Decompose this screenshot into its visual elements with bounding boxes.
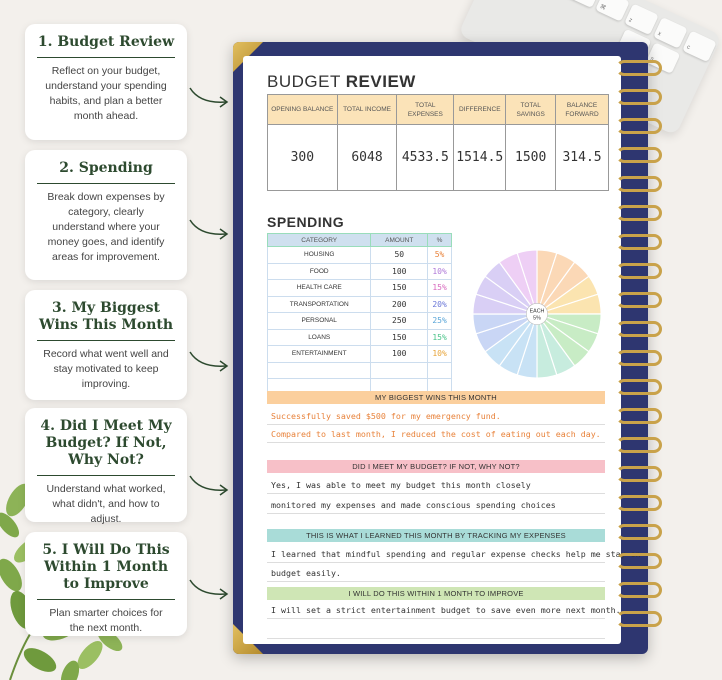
table-row [268, 329, 452, 346]
spiral-ring [616, 553, 662, 569]
amount-cell: 100 [371, 263, 428, 280]
table-row [268, 263, 452, 280]
pie-center-label: EACH [529, 308, 545, 315]
spending-table [267, 233, 452, 396]
table-row-empty [268, 362, 452, 379]
spending-pie-chart [469, 246, 605, 382]
amount-cell: 150 [371, 280, 428, 297]
percent-cell: 10% [428, 263, 452, 280]
spiral-ring [616, 176, 662, 192]
key: ⌘ [595, 0, 630, 22]
col-header: TOTAL EXPENSES [397, 95, 454, 125]
title-bold: REVIEW [345, 72, 416, 91]
key: c [682, 30, 717, 62]
percent-cell: 5% [428, 247, 452, 264]
table-cell: 1514.5 [454, 125, 506, 191]
arrow-icon [186, 350, 232, 374]
table-cell: 314.5 [556, 125, 609, 191]
planner-page [243, 56, 641, 644]
amount-cell: 100 [371, 346, 428, 363]
callout-body: Understand what worked, what didn't, and how to adjust. [46, 483, 166, 525]
callout-title: 5. I Will Do This Within 1 Month to Improve [37, 542, 175, 600]
col-header: TOTAL INCOME [337, 95, 397, 125]
spiral-ring [616, 89, 662, 105]
budget-review-table [267, 94, 609, 191]
learned-line: budget easily. [267, 564, 605, 582]
spiral-ring [616, 234, 662, 250]
spiral-ring [616, 350, 662, 366]
wins-line: Successfully saved $500 for my emergency fund. [267, 407, 605, 425]
callout-body: Reflect on your budget, understand your spending habits, and plan a better month ahead. [45, 65, 167, 122]
callout-budget-met [25, 408, 187, 525]
amount-cell: 50 [371, 247, 428, 264]
table-row [268, 296, 452, 313]
empty-cell [428, 362, 452, 379]
category-cell: HOUSING [268, 247, 371, 264]
spiral-ring [616, 118, 662, 134]
spiral-ring [616, 582, 662, 598]
spiral-ring [616, 466, 662, 482]
col-header: TOTAL SAVINGS [506, 95, 556, 125]
empty-cell [371, 362, 428, 379]
percent-cell: 15% [428, 280, 452, 297]
table-row [268, 247, 452, 264]
budget-met-line: Yes, I was able to meet my budget this month closely [267, 476, 605, 494]
planner-notebook [233, 42, 648, 654]
callout-body: Plan smarter choices for the next month. [49, 607, 163, 634]
spiral-ring [616, 263, 662, 279]
learned-line: I learned that mindful spending and regular expense checks help me stay on [267, 545, 605, 563]
percent-cell: 20% [428, 296, 452, 313]
callout-title: 1. Budget Review [37, 34, 175, 58]
section-header-improve: I WILL DO THIS WITHIN 1 MONTH TO IMPROVE [267, 587, 605, 600]
key [555, 0, 601, 8]
blank-line [267, 621, 605, 639]
category-cell: LOANS [268, 329, 371, 346]
key: z [624, 3, 659, 35]
table-cell: 1500 [506, 125, 556, 191]
category-cell: TRANSPORTATION [268, 296, 371, 313]
callout-improve [25, 532, 187, 636]
callout-biggest-wins [25, 290, 187, 400]
spiral-ring [616, 292, 662, 308]
percent-cell: 25% [428, 313, 452, 330]
col-header: DIFFERENCE [454, 95, 506, 125]
spiral-ring [616, 495, 662, 511]
spiral-ring [616, 321, 662, 337]
spending-title: SPENDING [267, 214, 345, 230]
arrow-icon [186, 86, 232, 110]
col-header: % [428, 234, 452, 247]
budget-review-title [267, 72, 416, 92]
spiral-binding [616, 60, 666, 650]
col-header: AMOUNT [371, 234, 428, 247]
table-cell: 6048 [337, 125, 397, 191]
callout-body: Break down expenses by category, clearly understand where your money goes, and identify areas for improvement. [47, 191, 165, 263]
wins-line: Compared to last month, I reduced the cost of eating out each day. [267, 425, 605, 443]
arrow-icon [186, 474, 232, 498]
callout-body: Record what went well and stay motivated to keep improving. [43, 348, 169, 390]
spiral-ring [616, 205, 662, 221]
section-header-budget-met: DID I MEET MY BUDGET? IF NOT, WHY NOT? [267, 460, 605, 473]
table-cell: 300 [268, 125, 338, 191]
percent-cell: 10% [428, 346, 452, 363]
section-header-wins: MY BIGGEST WINS THIS MONTH [267, 391, 605, 404]
table-row [268, 280, 452, 297]
category-cell: HEALTH CARE [268, 280, 371, 297]
callout-title: 3. My Biggest Wins This Month [37, 300, 175, 341]
amount-cell: 150 [371, 329, 428, 346]
spiral-ring [616, 611, 662, 627]
key: s [646, 42, 681, 74]
spiral-ring [616, 379, 662, 395]
callout-budget-review [25, 24, 187, 140]
category-cell: FOOD [268, 263, 371, 280]
improve-line: I will set a strict entertainment budget to save even more next month. [267, 601, 605, 619]
table-row [268, 313, 452, 330]
callout-spending [25, 150, 187, 280]
table-row [268, 346, 452, 363]
spiral-ring [616, 60, 662, 76]
amount-cell: 250 [371, 313, 428, 330]
table-cell: 4533.5 [397, 125, 454, 191]
budget-met-line: monitored my expenses and made conscious spending choices [267, 496, 605, 514]
category-cell: ENTERTAINMENT [268, 346, 371, 363]
amount-cell: 200 [371, 296, 428, 313]
section-header-learned: THIS IS WHAT I LEARNED THIS MONTH BY TRACKING MY EXPENSES [267, 529, 605, 542]
arrow-icon [186, 578, 232, 602]
empty-cell [268, 362, 371, 379]
col-header: OPENING BALANCE [268, 95, 338, 125]
callout-title: 2. Spending [37, 160, 175, 184]
percent-cell: 15% [428, 329, 452, 346]
arrow-icon [186, 218, 232, 242]
title-light: BUDGET [267, 72, 341, 91]
col-header: BALANCE FORWARD [556, 95, 609, 125]
spiral-ring [616, 524, 662, 540]
spiral-ring [616, 437, 662, 453]
spiral-ring [616, 147, 662, 163]
callout-title: 4. Did I Meet My Budget? If Not, Why Not? [37, 418, 175, 476]
key: x [653, 17, 688, 49]
category-cell: PERSONAL [268, 313, 371, 330]
pie-center-percent: 5% [533, 315, 541, 322]
col-header: CATEGORY [268, 234, 371, 247]
spiral-ring [616, 408, 662, 424]
